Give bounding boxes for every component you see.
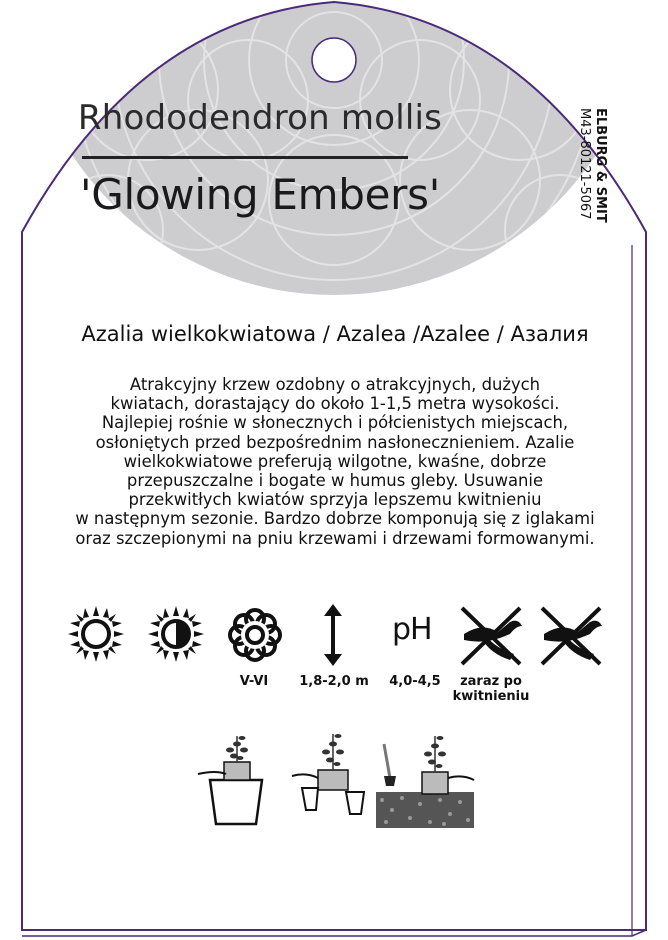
ph-icon: pH [392,612,432,647]
product-code: M43-80121-5067 [577,108,592,220]
description: Atrakcyjny krzew ozdobny o atrakcyjnych, dużych kwiatach, dorastający do około 1-1,5 metra wysokości. Najlepiej rośnie w słonecznych i półcienistych miejscach, osłoniętych przed bezpośrednim nasłonecznieniem. Azalie wielkokwiatowe preferują wilgotne, kwaśne, dobrze przepuszczalne i bogate w humus gleby. Usuwanie przekwitłych kwiatów sprzyja lepszemu kwitnieniu w następnym sezonie. Bardzo dobrze komponują się z iglakami oraz szczepionymi na pniu krzewami i drzewami formowanymi. [75,375,595,548]
care-icons-row [0,600,668,720]
ph-label: 4,0-4,5 [389,674,441,689]
pruning-label-line1: zaraz po [460,674,522,689]
common-names: Azalia wielkokwiatowa / Azalea /Azalee / Азалия [81,322,589,346]
flower-icon [228,608,282,662]
plant-in-soil-icon [376,736,474,828]
brand-name: ELBURG & SMIT [593,108,608,223]
half-sun-icon [148,606,204,662]
pruning-shears-icon [458,604,524,668]
planting-steps [196,730,476,830]
side-brand-block [575,108,615,240]
height-label: 1,8-2,0 m [299,674,369,689]
flowering-label: V-VI [239,674,269,689]
pruning-label-line2: kwitnieniu [452,689,530,704]
hang-hole [312,38,356,82]
height-arrow-icon [320,604,346,666]
remove-pot-icon [292,734,364,814]
latin-name: Rhododendron mollis [77,98,443,138]
sun-icon [68,606,124,662]
title-divider [82,156,408,159]
pot-icon [198,736,262,824]
cultivar-name: 'Glowing Embers' [80,170,440,219]
crossed-shears-icon [538,604,604,668]
